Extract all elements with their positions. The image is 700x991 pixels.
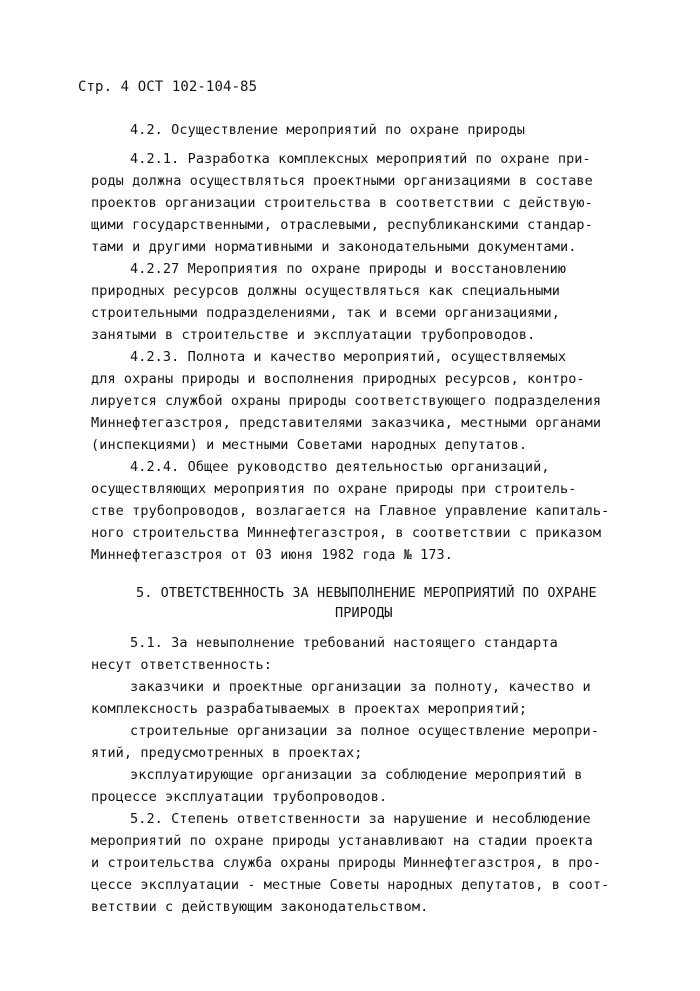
paragraph-line: строительными подразделениями, так и всеми организациями, <box>91 305 560 321</box>
section-4-2-heading: 4.2. Осуществление мероприятий по охране природы <box>130 122 525 138</box>
paragraph-line: комплексность разрабатываемых в проектах мероприятий; <box>91 701 528 717</box>
paragraph-line: Миннефтегазстроя, представителями заказчика, местными органами <box>91 415 602 431</box>
paragraph-line: тами и другими нормативными и законодательными документами. <box>91 239 577 255</box>
paragraph-line: занятыми в строительстве и эксплуатации трубопроводов. <box>91 327 536 343</box>
paragraph-line: ветствии с действующим законодательством. <box>91 899 429 915</box>
paragraph-line: осуществляющих мероприятия по охране природы при строитель- <box>91 481 577 497</box>
paragraph-line: Миннефтегазстроя от 03 июня 1982 года № 173. <box>91 547 454 563</box>
paragraph-line: 4.2.27 Мероприятия по охране природы и восстановлению <box>130 261 567 277</box>
paragraph-line: для охраны природы и восполнения природных ресурсов, контро- <box>91 371 585 387</box>
paragraph-line: щими государственными, отраслевыми, республиканскими стандар- <box>91 217 593 233</box>
paragraph-line: мероприятий по охране природы устанавливают на стадии проекта <box>91 833 593 849</box>
paragraph-line: 5.2. Степень ответственности за нарушение и несоблюдение <box>130 811 591 827</box>
paragraph-line: процессе эксплуатации трубопроводов. <box>91 789 388 805</box>
paragraph-line: природных ресурсов должны осуществляться как специальными <box>91 283 560 299</box>
paragraph-line: 4.2.3. Полнота и качество мероприятий, осуществляемых <box>130 349 567 365</box>
paragraph-line: эксплуатирующие организации за соблюдение мероприятий в <box>130 767 583 783</box>
paragraph-line: несут ответственность: <box>91 657 273 673</box>
section-5-title: 5. ОТВЕТСТВЕННОСТЬ ЗА НЕВЫПОЛНЕНИЕ МЕРОПРИЯТИЙ ПО ОХРАНЕ <box>136 585 597 601</box>
paragraph-line: проектов организации строительства в соответствии с действую- <box>91 195 593 211</box>
paragraph-line: (инспекциями) и местными Советами народных депутатов. <box>91 437 528 453</box>
paragraph-line: ного строительства Миннефтегазстроя, в соответствии с приказом <box>91 525 602 541</box>
paragraph-line: заказчики и проектные организации за полноту, качество и <box>130 679 591 695</box>
paragraph-line: стве трубопроводов, возлагается на Главное управление капиталь- <box>91 503 610 519</box>
paragraph-line: строительные организации за полное осуществление меропри- <box>130 723 599 739</box>
paragraph-line: и строительства служба охраны природы Миннефтегазстроя, в про- <box>91 855 602 871</box>
paragraph-line: ятий, предусмотренных в проектах; <box>91 745 363 761</box>
paragraph-line: роды должна осуществляться проектными организациями в составе <box>91 173 593 189</box>
section-5-title-cont: ПРИРОДЫ <box>335 605 393 621</box>
paragraph-line: 5.1. За невыполнение требований настоящего стандарта <box>130 635 558 651</box>
paragraph-line: 4.2.1. Разработка комплексных мероприятий по охране при- <box>130 151 591 167</box>
paragraph-line: цессе эксплуатации - местные Советы народных депутатов, в соот- <box>91 877 610 893</box>
paragraph-line: лируется службой охраны природы соответствующего подразделения <box>91 393 602 409</box>
page-header: Стр. 4 ОСТ 102-104-85 <box>78 79 258 95</box>
paragraph-line: 4.2.4. Общее руководство деятельностью организаций, <box>130 459 550 475</box>
